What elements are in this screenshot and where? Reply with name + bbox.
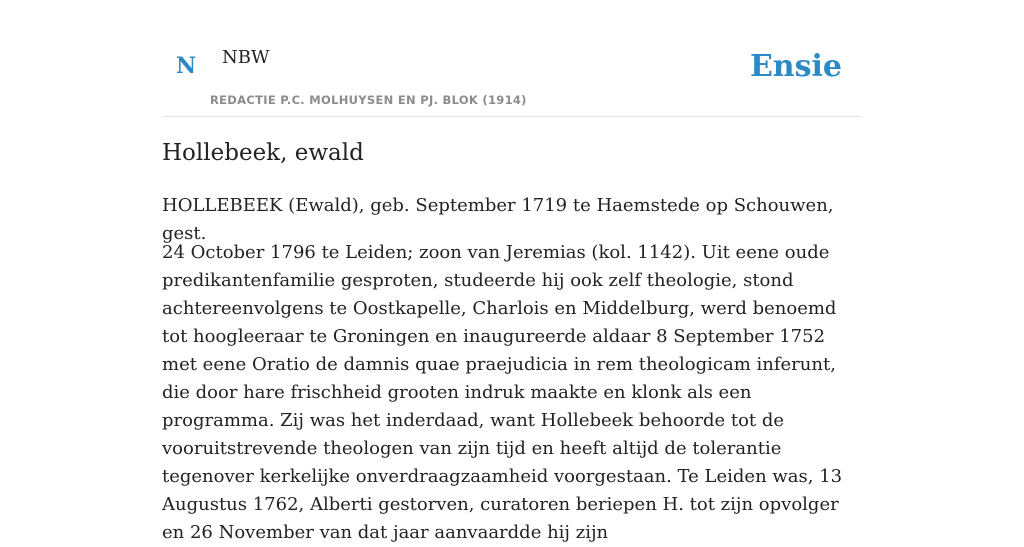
article-title: Hollebeek, ewald — [162, 140, 364, 166]
brand-logo[interactable]: Ensie — [749, 49, 842, 84]
article-paragraph-2: 24 October 1796 te Leiden; zoon van Jeremias (kol. 1142). Uit eene oude predikantenfamilie gesproten, studeerde hij ook zelf theologie, stond achtereenvolgens te Oostkapelle, Charlois en Middelburg, werd benoemd tot hoogleeraar te Groningen en inaugureerde aldaar 8 September 1752 met eene Oratio de damnis quae praejudicia in rem theologicam inferunt, die door hare frischheid grooten indruk maakte en klonk als een programma. Zij was het inderdaad, want Hollebeek behoorde tot de vooruitstrevende theologen van zijn tijd en heeft altijd de tolerantie tegenover kerkelijke onverdraagzaamheid voorgestaan. Te Leiden was, 13 Augustus 1762, Alberti gestorven, curatoren beriepen H. tot zijn opvolger en 26 November van dat jaar aanvaardde hij zijn — [162, 242, 843, 543]
source-name-link[interactable]: NBW — [222, 47, 270, 68]
source-subtitle: REDACTIE P.C. MOLHUYSEN EN PJ. BLOK (1914) — [210, 93, 527, 107]
article-paragraph-1: HOLLEBEEK (Ewald), geb. September 1719 te Haemstede op Schouwen, gest. — [162, 195, 834, 244]
source-header — [162, 0, 862, 117]
source-logo[interactable]: N — [176, 53, 197, 79]
